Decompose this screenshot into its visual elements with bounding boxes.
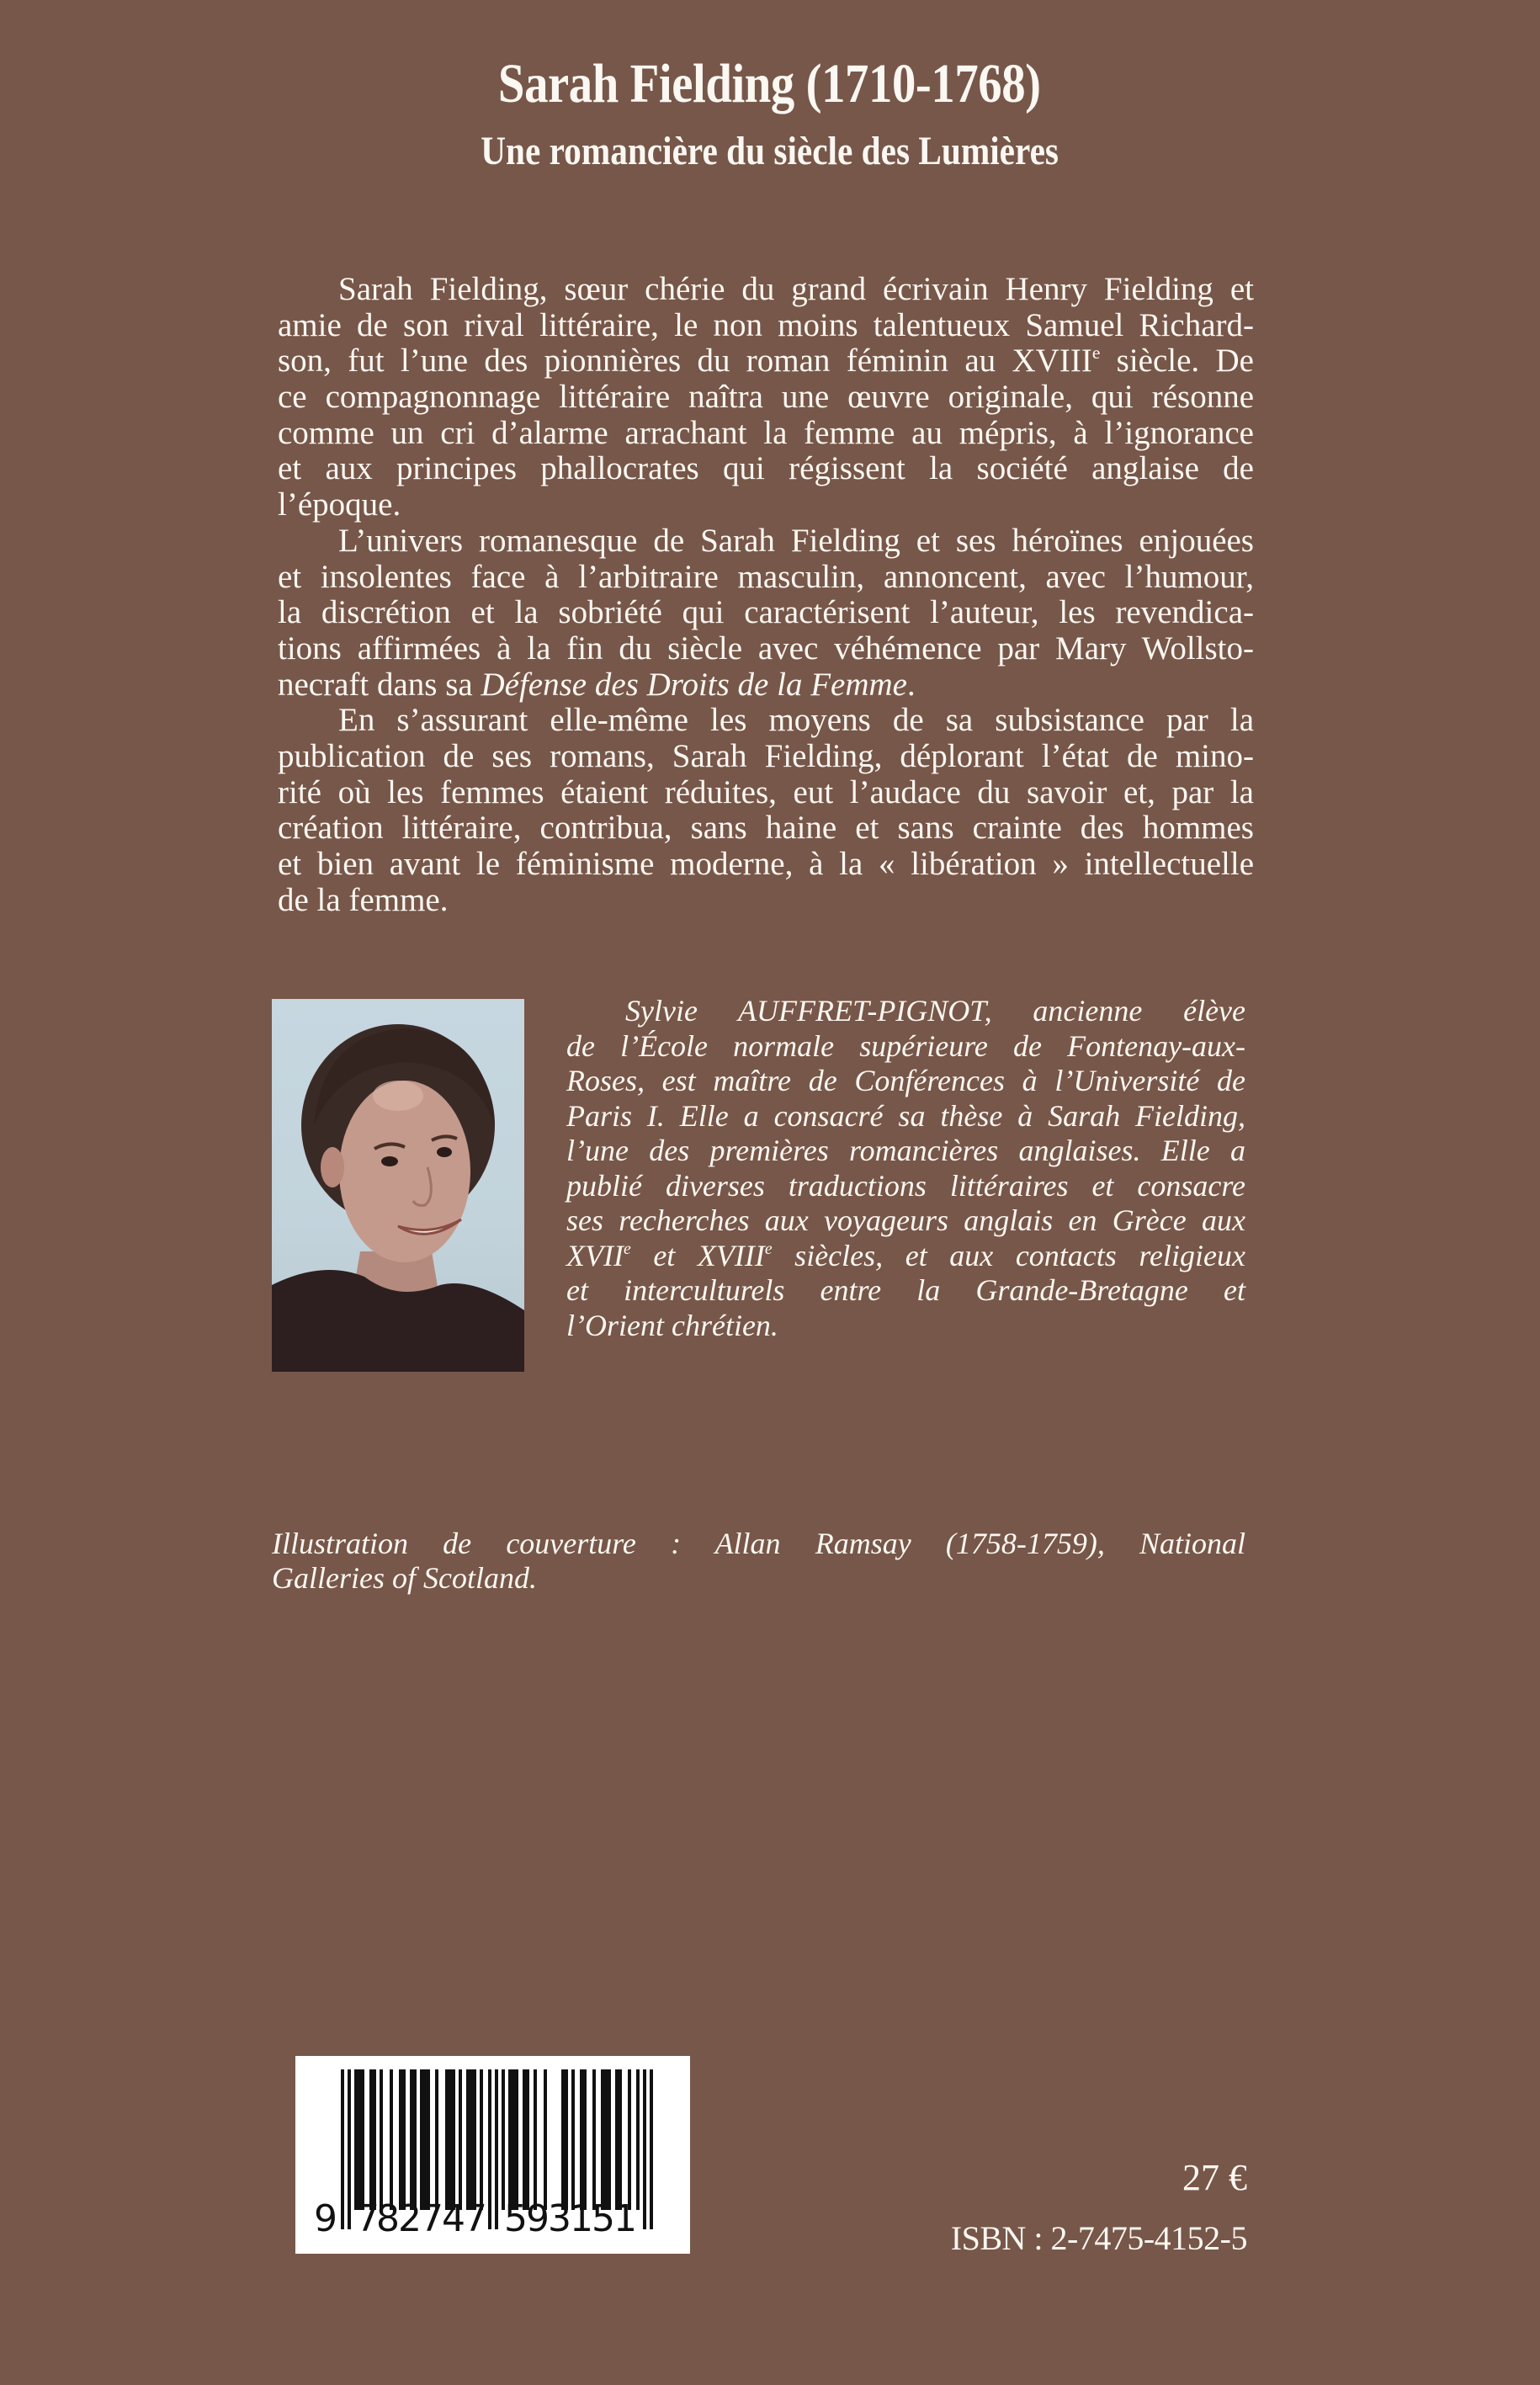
- text-fragment: XVII: [566, 1238, 624, 1272]
- superscript: e: [764, 1239, 773, 1258]
- barcode-number: [295, 2197, 690, 2248]
- text-line: Roses, est maître de Conférences à l’Université de: [566, 1064, 1245, 1097]
- illustration-credit: [272, 1527, 1245, 1596]
- blurb-paragraph-1: [278, 272, 1254, 523]
- text-line: En s’assurant elle-même les moyens de sa subsistance par la: [338, 702, 1254, 739]
- book-subtitle: Une romancière du siècle des Lumières: [481, 129, 1059, 173]
- text-line: [566, 1239, 1245, 1274]
- barcode-digit: 3: [548, 2197, 571, 2240]
- text-line: la discrétion et la sobriété qui caractérisent l’auteur, les revendica-: [278, 594, 1254, 631]
- text-line: Sarah Fielding, sœur chérie du grand écrivain Henry Fielding et: [338, 271, 1254, 307]
- barcode-digit: 7: [420, 2197, 443, 2240]
- text-line: comme un cri d’alarme arrachant la femme au mépris, à l’ignorance: [278, 414, 1254, 451]
- text-line: et aux principes phallocrates qui régissent la société anglaise de: [278, 450, 1254, 487]
- blurb: [278, 272, 1254, 918]
- text-line: ses recherches aux voyageurs anglais en Grèce aux: [566, 1203, 1245, 1237]
- blurb-paragraph-3: [278, 703, 1254, 918]
- text-fragment: siècle. De: [1100, 343, 1254, 380]
- text-fragment: necraft dans sa: [278, 666, 481, 703]
- barcode-digit: 8: [376, 2197, 400, 2240]
- isbn-barcode: [295, 2056, 690, 2254]
- text-line: [278, 343, 1254, 380]
- text-line: tions affirmées à la fin du siècle avec véhémence par Mary Wollsto-: [278, 629, 1254, 667]
- author-bio: [566, 994, 1245, 1343]
- book-title: Sarah Fielding (1710-1768): [497, 53, 1041, 114]
- text-line: l’Orient chrétien.: [566, 1308, 778, 1342]
- barcode-digit: 2: [398, 2197, 422, 2240]
- text-line: L’univers romanesque de Sarah Fielding et ses héroïnes enjouées: [338, 522, 1254, 559]
- barcode-digit: 5: [592, 2197, 615, 2240]
- text-line: Sylvie AUFFRET-PIGNOT, ancienne élève: [625, 994, 1245, 1028]
- text-line: de la femme.: [278, 881, 449, 918]
- book-reference: Défense des Droits de la Femme: [481, 666, 907, 703]
- text-line: l’une des premières romancières anglaises. Elle a: [566, 1134, 1245, 1167]
- text-line: Illustration de couverture : Allan Ramsay (1758-1759), National: [272, 1527, 1245, 1560]
- portrait-image: [272, 999, 524, 1372]
- text-line: et interculturels entre la Grande-Bretagne et: [566, 1273, 1245, 1307]
- text-line: ce compagnonnage littéraire naîtra une œuvre originale, qui résonne: [278, 379, 1254, 416]
- barcode-digit: 4: [442, 2197, 465, 2240]
- barcode-digit: 9: [526, 2197, 550, 2240]
- text-line: [278, 667, 1254, 704]
- text-fragment: son, fut l’une des pionnières du roman féminin au XVIII: [278, 343, 1092, 380]
- author-photo: [272, 999, 524, 1372]
- price: 27 €: [1182, 2157, 1247, 2198]
- text-line: et bien avant le féminisme moderne, à la « libération » intellectuelle: [278, 846, 1254, 882]
- barcode-digit: 9: [314, 2197, 337, 2240]
- superscript: e: [1091, 343, 1101, 364]
- text-line: l’époque.: [278, 486, 401, 523]
- text-fragment: siècles, et aux contacts religieux: [772, 1238, 1245, 1272]
- text-line: création littéraire, contribua, sans haine et sans crainte des hommes: [278, 810, 1254, 847]
- text-line: Galleries of Scotland.: [272, 1561, 537, 1595]
- superscript: e: [623, 1239, 631, 1258]
- barcode-digit: 1: [570, 2197, 593, 2240]
- barcode-digit: 7: [464, 2197, 487, 2240]
- barcode-digit: 5: [504, 2197, 528, 2240]
- isbn-number: ISBN : 2-7475-4152-5: [950, 2219, 1247, 2257]
- text-line: Paris I. Elle a consacré sa thèse à Sarah Fielding,: [566, 1098, 1245, 1133]
- text-line: publication de ses romans, Sarah Fielding, déplorant l’état de mino-: [278, 737, 1254, 774]
- barcode-digit: 1: [613, 2197, 637, 2240]
- text-line: et insolentes face à l’arbitraire masculin, annoncent, avec l’humour,: [278, 558, 1254, 595]
- text-line: publié diverses traductions littéraires et consacre: [566, 1168, 1245, 1203]
- text-line: amie de son rival littéraire, le non moins talentueux Samuel Richard-: [278, 306, 1254, 343]
- text-line: de l’École normale supérieure de Fontenay-aux-: [566, 1028, 1245, 1063]
- barcode-digit: 7: [356, 2197, 380, 2240]
- text-fragment: et XVIII: [630, 1238, 765, 1272]
- text-line: rité où les femmes étaient réduites, eut l’audace du savoir et, par la: [278, 773, 1254, 810]
- blurb-paragraph-2: [278, 523, 1254, 703]
- text-fragment: .: [906, 666, 916, 703]
